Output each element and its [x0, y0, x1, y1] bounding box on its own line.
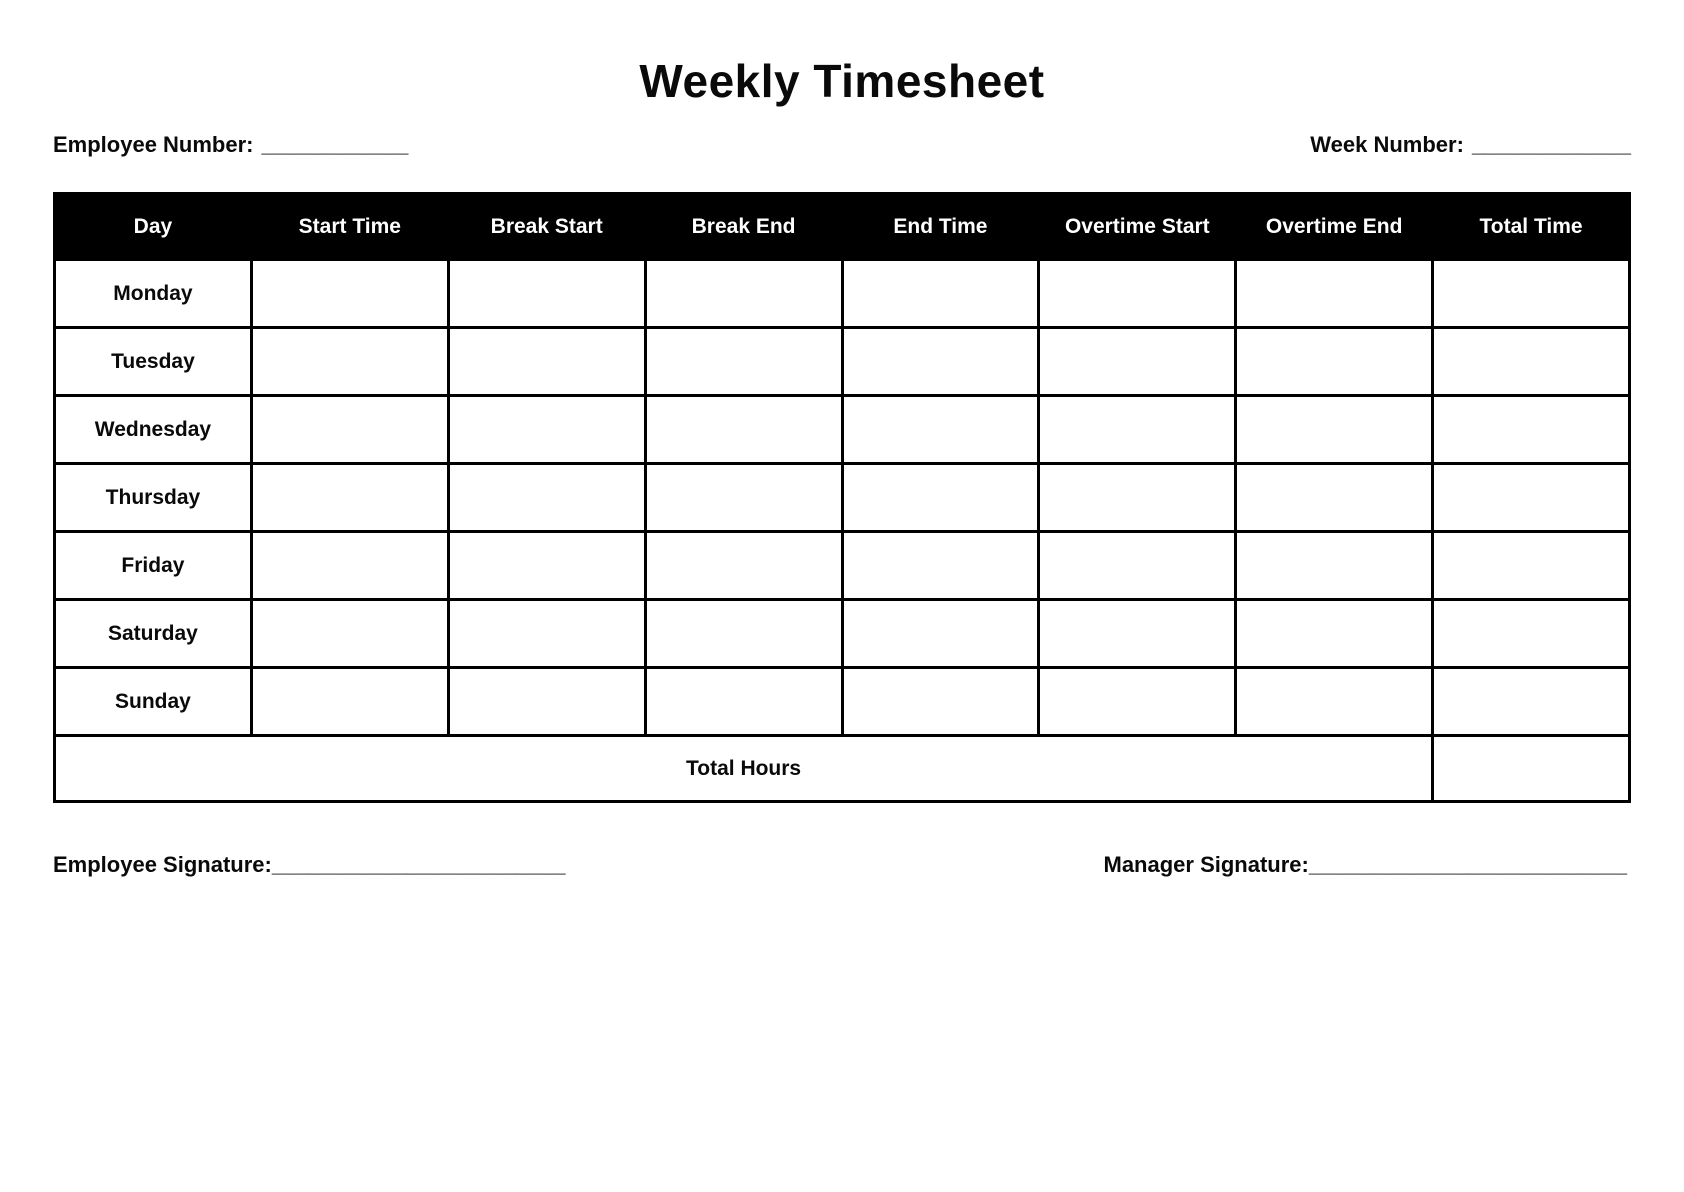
total-row — [55, 736, 1630, 802]
column-header-day: Day — [55, 194, 252, 260]
week-number-field — [1310, 132, 1631, 158]
cell-wednesday-start-time[interactable] — [251, 396, 448, 464]
cell-friday-break-start[interactable] — [448, 532, 645, 600]
page-title: Weekly Timesheet — [639, 55, 1045, 107]
week-number-blank[interactable]: _____________ — [1471, 132, 1631, 157]
cell-thursday-total-time[interactable] — [1433, 464, 1630, 532]
table-row-saturday — [55, 600, 1630, 668]
cell-tuesday-total-time[interactable] — [1433, 328, 1630, 396]
cell-sunday-break-end[interactable] — [645, 668, 842, 736]
cell-wednesday-end-time[interactable] — [842, 396, 1039, 464]
day-label-saturday: Saturday — [55, 600, 252, 668]
cell-monday-overtime-start[interactable] — [1039, 260, 1236, 328]
cell-tuesday-start-time[interactable] — [251, 328, 448, 396]
meta-row — [53, 132, 1631, 158]
timesheet-table — [53, 192, 1631, 803]
day-label-sunday: Sunday — [55, 668, 252, 736]
column-header-overtime-end: Overtime End — [1236, 194, 1433, 260]
week-number-label: Week Number: — [1310, 132, 1464, 157]
cell-thursday-overtime-start[interactable] — [1039, 464, 1236, 532]
cell-sunday-total-time[interactable] — [1433, 668, 1630, 736]
cell-thursday-break-end[interactable] — [645, 464, 842, 532]
employee-number-blank[interactable]: ____________ — [261, 132, 409, 157]
column-header-total-time: Total Time — [1433, 194, 1630, 260]
column-header-break-end: Break End — [645, 194, 842, 260]
cell-tuesday-overtime-start[interactable] — [1039, 328, 1236, 396]
cell-sunday-overtime-end[interactable] — [1236, 668, 1433, 736]
cell-wednesday-overtime-start[interactable] — [1039, 396, 1236, 464]
cell-saturday-end-time[interactable] — [842, 600, 1039, 668]
cell-saturday-total-time[interactable] — [1433, 600, 1630, 668]
column-header-break-start: Break Start — [448, 194, 645, 260]
cell-thursday-break-start[interactable] — [448, 464, 645, 532]
cell-sunday-start-time[interactable] — [251, 668, 448, 736]
manager-signature-field — [1104, 852, 1628, 878]
cell-sunday-overtime-start[interactable] — [1039, 668, 1236, 736]
cell-saturday-overtime-start[interactable] — [1039, 600, 1236, 668]
table-row-friday — [55, 532, 1630, 600]
cell-friday-break-end[interactable] — [645, 532, 842, 600]
table-row-sunday — [55, 668, 1630, 736]
cell-tuesday-break-start[interactable] — [448, 328, 645, 396]
manager-signature-blank[interactable]: __________________________ — [1308, 852, 1627, 877]
cell-tuesday-break-end[interactable] — [645, 328, 842, 396]
cell-monday-break-end[interactable] — [645, 260, 842, 328]
cell-friday-overtime-end[interactable] — [1236, 532, 1433, 600]
column-header-overtime-start: Overtime Start — [1039, 194, 1236, 260]
cell-monday-start-time[interactable] — [251, 260, 448, 328]
table-row-tuesday — [55, 328, 1630, 396]
manager-signature-label: Manager Signature: — [1103, 852, 1309, 877]
day-label-thursday: Thursday — [55, 464, 252, 532]
cell-sunday-break-start[interactable] — [448, 668, 645, 736]
employee-number-field — [53, 132, 408, 158]
cell-wednesday-overtime-end[interactable] — [1236, 396, 1433, 464]
day-label-friday: Friday — [55, 532, 252, 600]
cell-wednesday-total-time[interactable] — [1433, 396, 1630, 464]
column-header-end-time: End Time — [842, 194, 1039, 260]
cell-saturday-start-time[interactable] — [251, 600, 448, 668]
cell-wednesday-break-start[interactable] — [448, 396, 645, 464]
cell-friday-total-time[interactable] — [1433, 532, 1630, 600]
cell-wednesday-break-end[interactable] — [645, 396, 842, 464]
cell-thursday-start-time[interactable] — [251, 464, 448, 532]
employee-number-label: Employee Number: — [53, 132, 254, 157]
cell-friday-overtime-start[interactable] — [1039, 532, 1236, 600]
day-label-tuesday: Tuesday — [55, 328, 252, 396]
employee-signature-label: Employee Signature: — [53, 852, 272, 877]
column-header-start-time: Start Time — [251, 194, 448, 260]
cell-saturday-overtime-end[interactable] — [1236, 600, 1433, 668]
employee-signature-field — [53, 852, 566, 878]
cell-tuesday-overtime-end[interactable] — [1236, 328, 1433, 396]
cell-friday-end-time[interactable] — [842, 532, 1039, 600]
cell-thursday-end-time[interactable] — [842, 464, 1039, 532]
table-row-thursday — [55, 464, 1630, 532]
signature-row — [53, 852, 1627, 878]
cell-saturday-break-end[interactable] — [645, 600, 842, 668]
cell-monday-total-time[interactable] — [1433, 260, 1630, 328]
cell-total-hours-value[interactable] — [1433, 736, 1630, 802]
day-label-wednesday: Wednesday — [55, 396, 252, 464]
table-row-monday — [55, 260, 1630, 328]
employee-signature-blank[interactable]: ________________________ — [271, 852, 566, 877]
cell-sunday-end-time[interactable] — [842, 668, 1039, 736]
day-label-monday: Monday — [55, 260, 252, 328]
header-row — [55, 194, 1630, 260]
cell-thursday-overtime-end[interactable] — [1236, 464, 1433, 532]
cell-tuesday-end-time[interactable] — [842, 328, 1039, 396]
table-row-wednesday — [55, 396, 1630, 464]
cell-monday-overtime-end[interactable] — [1236, 260, 1433, 328]
cell-saturday-break-start[interactable] — [448, 600, 645, 668]
cell-friday-start-time[interactable] — [251, 532, 448, 600]
cell-monday-break-start[interactable] — [448, 260, 645, 328]
total-hours-label: Total Hours — [55, 736, 1433, 802]
cell-monday-end-time[interactable] — [842, 260, 1039, 328]
